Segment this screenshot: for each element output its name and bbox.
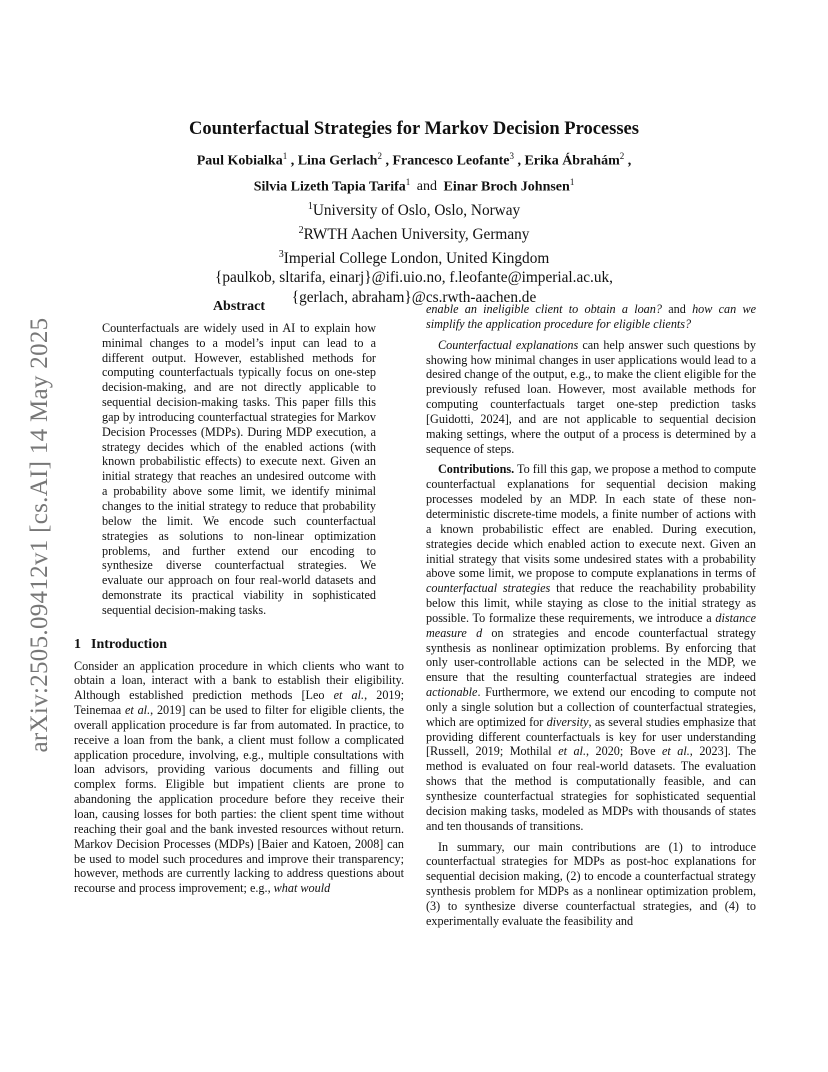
intro-paragraph-1-continued: enable an ineligible client to obtain a loan? and how can we simplify the application procedure for eligible clients? xyxy=(426,302,757,331)
paper-title: Counterfactual Strategies for Markov Decision Processes xyxy=(189,119,639,139)
author-affiliation-mark: 2 xyxy=(619,151,625,161)
author-name: Lina Gerlach xyxy=(297,153,378,169)
author-name: Einar Broch Johnsen xyxy=(443,179,570,195)
author-affiliation-mark: 1 xyxy=(569,176,575,187)
affiliation: $^2$RWTH Aachen University, Germany xyxy=(298,224,530,243)
section-number: 1 xyxy=(74,636,81,652)
author-list: Paul Kobialka$^1$ , Lina Gerlach$^2$ , Francesco Leofante$^3$ , Erika Ábrahám$^2$ , Silvia Lizeth Tapia Tarifa$^1$ and Einar Broch Johnsen$^1$ xyxy=(196,151,632,195)
author-emails: {gerlach, abraham}@cs.rwth-aachen.de xyxy=(291,288,537,306)
right-column xyxy=(426,302,756,929)
author-conjunction: and xyxy=(416,179,438,195)
contributions-paragraph: Contributions. To fill this gap, we propose a method to compute counterfactual explanations for sequential decision making processes modeled by an MDP. In each state of these non-deterministic discrete-time models, a finite number of actions with a known probabilistic effect are enabled. During execution, strategies decide which enabled action to execute next. Given an initial strategy that visits some undesired states with a probability above some limit, we propose to compute explanations in terms of counterfactual strategies that reduce the reachability probability below this limit, while staying as close to the initial strategy as possible. To formalize these requirements, we introduce a distance measure d on strategies and encode counterfactual strategy synthesis as nonlinear optimization problems. By enforcing that only user-controllable actions can be selected in the MDP, we ensure that the resulting counterfactual strategies are indeed actionable. Furthermore, we extend our encoding to compute not only a single solution but a collection of counterfactual strategies, which are optimized for diversity, as several studies emphasize that providing different counterfactuals is key for user understanding [Russell, 2019; Mothilal et al., 2020; Bove et al., 2023]. The method is evaluated on four real-world datasets. The evaluation shows that the method is computationally feasible, and can synthesize counterfactual strategies for sophisticated sequential decision making tasks, modeled as MDPs with thousands of states and ten thousands of transitions. xyxy=(426,462,757,833)
paper-header xyxy=(90,116,738,307)
question-1: enable an ineligible client to obtain a loan? xyxy=(426,302,662,316)
question-2: how can we simplify the application procedure for eligible clients? xyxy=(426,302,757,331)
abstract-heading: Abstract xyxy=(212,299,266,314)
author-name: Paul Kobialka xyxy=(196,153,283,169)
affiliation: $^3$Imperial College London, United Kingdom xyxy=(278,248,550,267)
author-emails: {paulkob, sltarifa, einarj}@ifi.uio.no, f.leofante@imperial.ac.uk, xyxy=(215,269,613,287)
section-title: Introduction xyxy=(91,636,167,652)
abstract-text: Counterfactuals are widely used in AI to explain how minimal changes to a model’s input can lead to a different output. However, established methods for computing counterfactuals typically focus on one-step decision-making, and are not directly applicable to sequential decision-making tasks. This paper fills this gap by introducing counterfactual strategies for Markov Decision Processes (MDPs). During MDP execution, a strategy decides which of the enabled actions (with known probabilistic effects) to execute next. Given an initial strategy that reaches an undesired outcome with a probability above some limit, we identify minimal changes to the initial strategy to reduce that probability below the limit. We encode such counterfactual strategies as solutions to non-linear optimization problems, and further extend our encoding to synthesize diverse counterfactual strategies. We evaluate our approach on four real-world datasets and demonstrate its practical viability in sophisticated sequential decision-making tasks. xyxy=(102,320,376,617)
author-affiliation-mark: 1 xyxy=(282,151,288,161)
affiliation: $^1$University of Oslo, Oslo, Norway xyxy=(307,201,521,220)
left-column xyxy=(74,300,404,896)
author-name: Erika Ábrahám xyxy=(524,153,620,169)
question-1-part-a: what would xyxy=(273,881,331,896)
arxiv-sidebar xyxy=(22,300,58,770)
intro-paragraph-1: Consider an application procedure in which clients who want to obtain a loan, interact with a bank to establish their eligibility. Although established prediction methods [Leo et al., 2019; Teinemaa et al., 2019] can be used to filter for eligible clients, the overall application procedure is far from automated. In practice, to receive a loan from the bank, a client must follow a complicated application procedure, involving, e.g., multiple consultations with loan advisors, providing various documents and filling out complex forms. Eligible but impatient clients are prone to abandoning the application procedure before they receive their loan, causing losses for both parties: the client spent time without reaching their goal and the bank invested resources without return. Markov Decision Processes (MDPs) [Baier and Katoen, 2008] can be used to model such procedures and improve their transparency; however, methods are currently lacking to address questions about recourse and process improvement; e.g., what would xyxy=(74,658,405,896)
intro-paragraph-2: Counterfactual explanations can help answer such questions by showing how minimal changes in user applications would lead to a desired change of the output, e.g., to make the client eligible for the previously refused loan. However, most available methods for computing counterfactuals target one-step prediction tasks [Guidotti, 2024], and are not applicable to sequential decision making settings, where the output of a process is determined by a sequence of steps. xyxy=(426,337,756,456)
affiliation-list xyxy=(90,197,738,307)
summary-paragraph: In summary, our main contributions are (1) to introduce counterfactual strategies for MDPs as post-hoc explanations for sequential decision making, (2) to encode a counterfactual strategy synthesis problem for MDPs as a nonlinear optimization problem, (3) to synthesize diverse counterfactual strategies, and (4) to experimentally evaluate the feasibility and xyxy=(426,839,756,928)
contributions-label: Contributions. xyxy=(438,462,515,477)
section-heading-introduction xyxy=(74,638,404,653)
author-name: Silvia Lizeth Tapia Tarifa xyxy=(253,179,406,195)
author-affiliation-mark: 3 xyxy=(509,151,514,161)
author-name: Francesco Leofante xyxy=(392,153,510,169)
arxiv-identifier: arXiv:2505.09412v1 [cs.AI] 14 May 2025 xyxy=(26,317,53,753)
math-variable-d: d xyxy=(476,625,483,640)
author-affiliation-mark: 2 xyxy=(377,151,382,161)
author-affiliation-mark: 1 xyxy=(405,176,411,187)
abstract-body xyxy=(102,321,376,618)
